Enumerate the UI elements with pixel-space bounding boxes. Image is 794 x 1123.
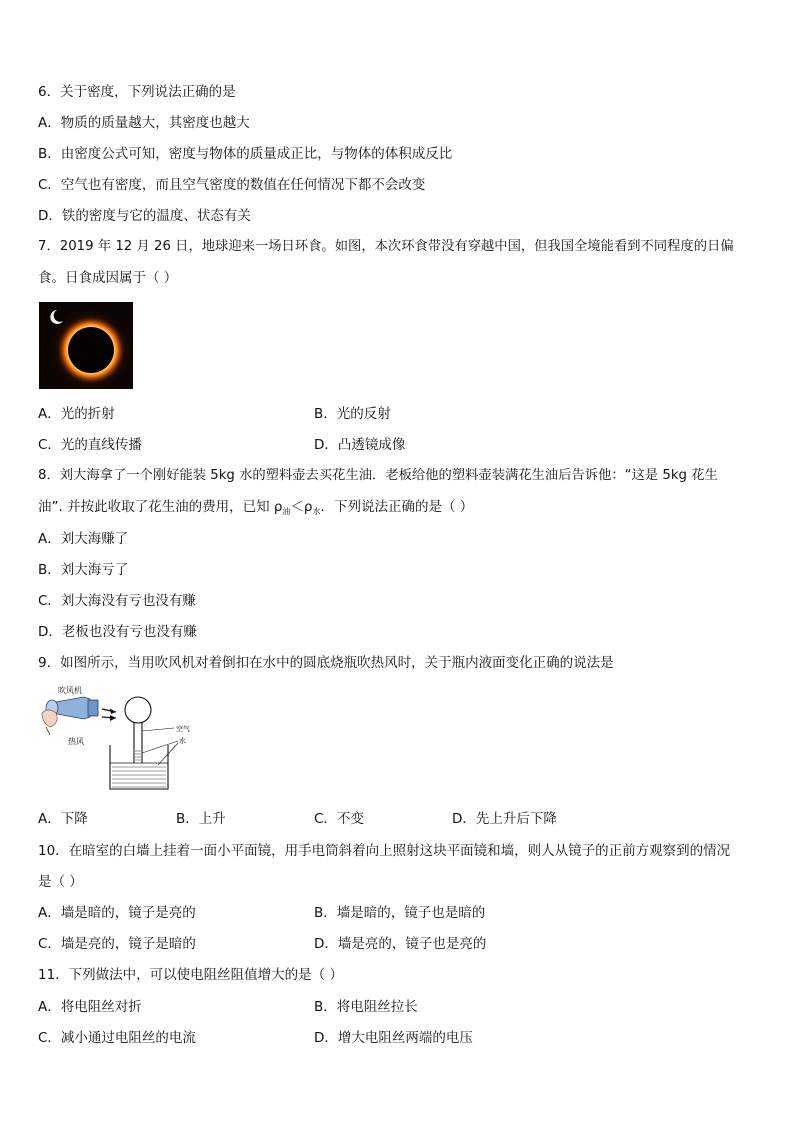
q9-option-b: B．上升 bbox=[176, 811, 226, 827]
solar-eclipse-image bbox=[39, 302, 133, 389]
q8-stem-line2-c: ．下列说法正确的是（ ） bbox=[320, 499, 474, 515]
q10-stem-line1: 10．在暗室的白墙上挂着一面小平面镜，用手电筒斜着向上照射这块平面镜和墙，则人从镜子的正前方观察到的情况 bbox=[38, 843, 731, 859]
q11-option-c: C．减小通过电阻丝的电流 bbox=[38, 1030, 196, 1046]
q11-option-d: D．增大电阻丝两端的电压 bbox=[314, 1030, 473, 1046]
rho-oil-subscript: 油 bbox=[282, 507, 291, 516]
q6-option-b: B．由密度公式可知，密度与物体的质量成正比，与物体的体积成反比 bbox=[38, 146, 453, 162]
q8-stem-line2-b: ＜ρ bbox=[290, 499, 313, 515]
q6-option-a: A．物质的质量越大，其密度也越大 bbox=[38, 115, 250, 131]
hair-dryer-flask-diagram bbox=[38, 683, 208, 795]
rho-water-subscript: 水 bbox=[312, 507, 321, 516]
q8-option-c: C．刘大海没有亏也没有赚 bbox=[38, 593, 196, 609]
q8-option-a: A．刘大海赚了 bbox=[38, 531, 129, 547]
q8-option-d: D．老板也没有亏也没有赚 bbox=[38, 624, 197, 640]
q9-option-a: A．下降 bbox=[38, 811, 88, 827]
q11-option-b: B．将电阻丝拉长 bbox=[314, 999, 418, 1015]
air-label: 空气 bbox=[176, 725, 190, 733]
water-label: 水 bbox=[179, 737, 186, 745]
q7-option-c: C．光的直线传播 bbox=[38, 437, 142, 453]
q10-option-c: C．墙是亮的，镜子是暗的 bbox=[38, 936, 196, 952]
q8-option-b: B．刘大海亏了 bbox=[38, 562, 129, 578]
dryer-label: 吹风机 bbox=[58, 686, 82, 695]
q7-option-a: A．光的折射 bbox=[38, 406, 115, 422]
q9-option-d: D．先上升后下降 bbox=[452, 811, 557, 827]
q7-option-d: D．凸透镜成像 bbox=[314, 437, 406, 453]
q6-option-d: D．铁的密度与它的温度、状态有关 bbox=[38, 208, 251, 224]
q6-stem: 6．关于密度，下列说法正确的是 bbox=[38, 84, 236, 100]
q11-option-a: A．将电阻丝对折 bbox=[38, 999, 142, 1015]
q10-option-a: A．墙是暗的，镜子是亮的 bbox=[38, 905, 196, 921]
q7-option-b: B．光的反射 bbox=[314, 406, 391, 422]
q6-option-c: C．空气也有密度，而且空气密度的数值在任何情况下都不会改变 bbox=[38, 177, 426, 193]
hair-dryer-icon bbox=[42, 697, 98, 735]
q10-stem-line2: 是（ ） bbox=[38, 874, 83, 890]
q11-stem: 11．下列做法中，可以使电阻丝阻值增大的是（ ） bbox=[38, 967, 343, 983]
q7-stem-line1: 7．2019 年 12 月 26 日，地球迎来一场日环食。如图，本次环食带没有穿越中国，但我国全境能看到不同程度的日偏 bbox=[38, 239, 734, 254]
q9-option-c: C．不变 bbox=[314, 811, 364, 827]
q8-stem-line2-a: 油”. 并按此收取了花生油的费用，已知 ρ bbox=[38, 499, 283, 515]
q8-stem-line1: 8．刘大海拿了一个刚好能装 5kg 水的塑料壶去买花生油．老板给他的塑料壶装满花生油后告诉他：“这是 5kg 花生 bbox=[38, 468, 718, 483]
q9-stem: 9．如图所示，当用吹风机对着倒扣在水中的圆底烧瓶吹热风时，关于瓶内液面变化正确的说法是 bbox=[38, 655, 614, 671]
hot-air-label: 热风 bbox=[68, 737, 84, 746]
q7-stem-line2: 食。日食成因属于（ ） bbox=[38, 270, 178, 286]
q10-option-b: B．墙是暗的，镜子也是暗的 bbox=[314, 905, 486, 921]
q10-option-d: D．墙是亮的，镜子也是亮的 bbox=[314, 936, 487, 952]
q8-stem-line2 bbox=[38, 498, 473, 521]
